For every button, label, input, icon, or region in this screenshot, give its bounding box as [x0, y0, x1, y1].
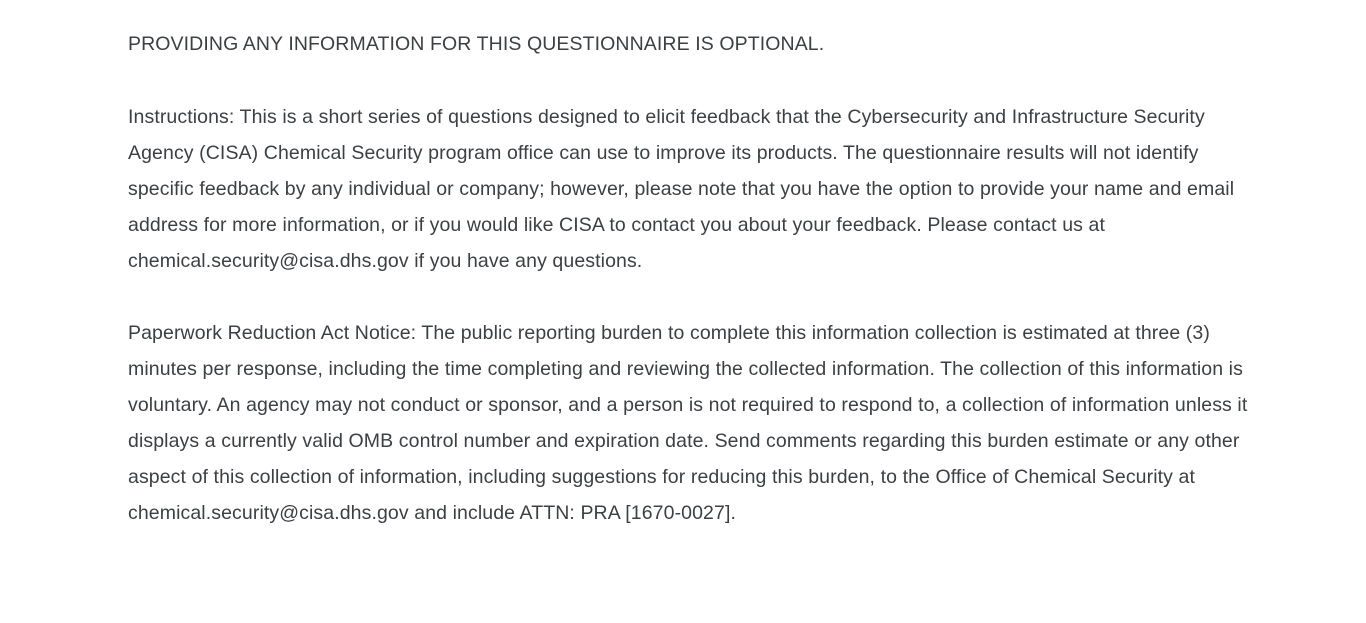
instructions-paragraph: Instructions: This is a short series of questions designed to elicit feedback that the Cybersecurity and Infrastructure Security Agency (CISA) Chemical Security program office can use to improve its products. The questionnaire results will not identify specific feedback by any individual or company; however, please note that you have the option to provide your name and email address for more information, or if you would like CISA to contact you about your feedback. Please contact us at chemical.security@cisa.dhs.gov if you have any questions. [128, 106, 1235, 272]
paperwork-reduction-act-notice-paragraph: Paperwork Reduction Act Notice: The public reporting burden to complete this information collection is estimated at three (3) minutes per response, including the time completing and reviewing the collected information. The collection of this information is voluntary. An agency may not conduct or sponsor, and a person is not required to respond to, a collection of information unless it displays a currently valid OMB control number and expiration date. Send comments regarding this burden estimate or any other aspect of this collection of information, including suggestions for reducing this burden, to the Office of Chemical Security at chemical.security@cisa.dhs.gov and include ATTN: PRA [1670-0027]. [128, 322, 1248, 524]
optional-notice-paragraph: PROVIDING ANY INFORMATION FOR THIS QUESTIONNAIRE IS OPTIONAL. [128, 33, 825, 55]
